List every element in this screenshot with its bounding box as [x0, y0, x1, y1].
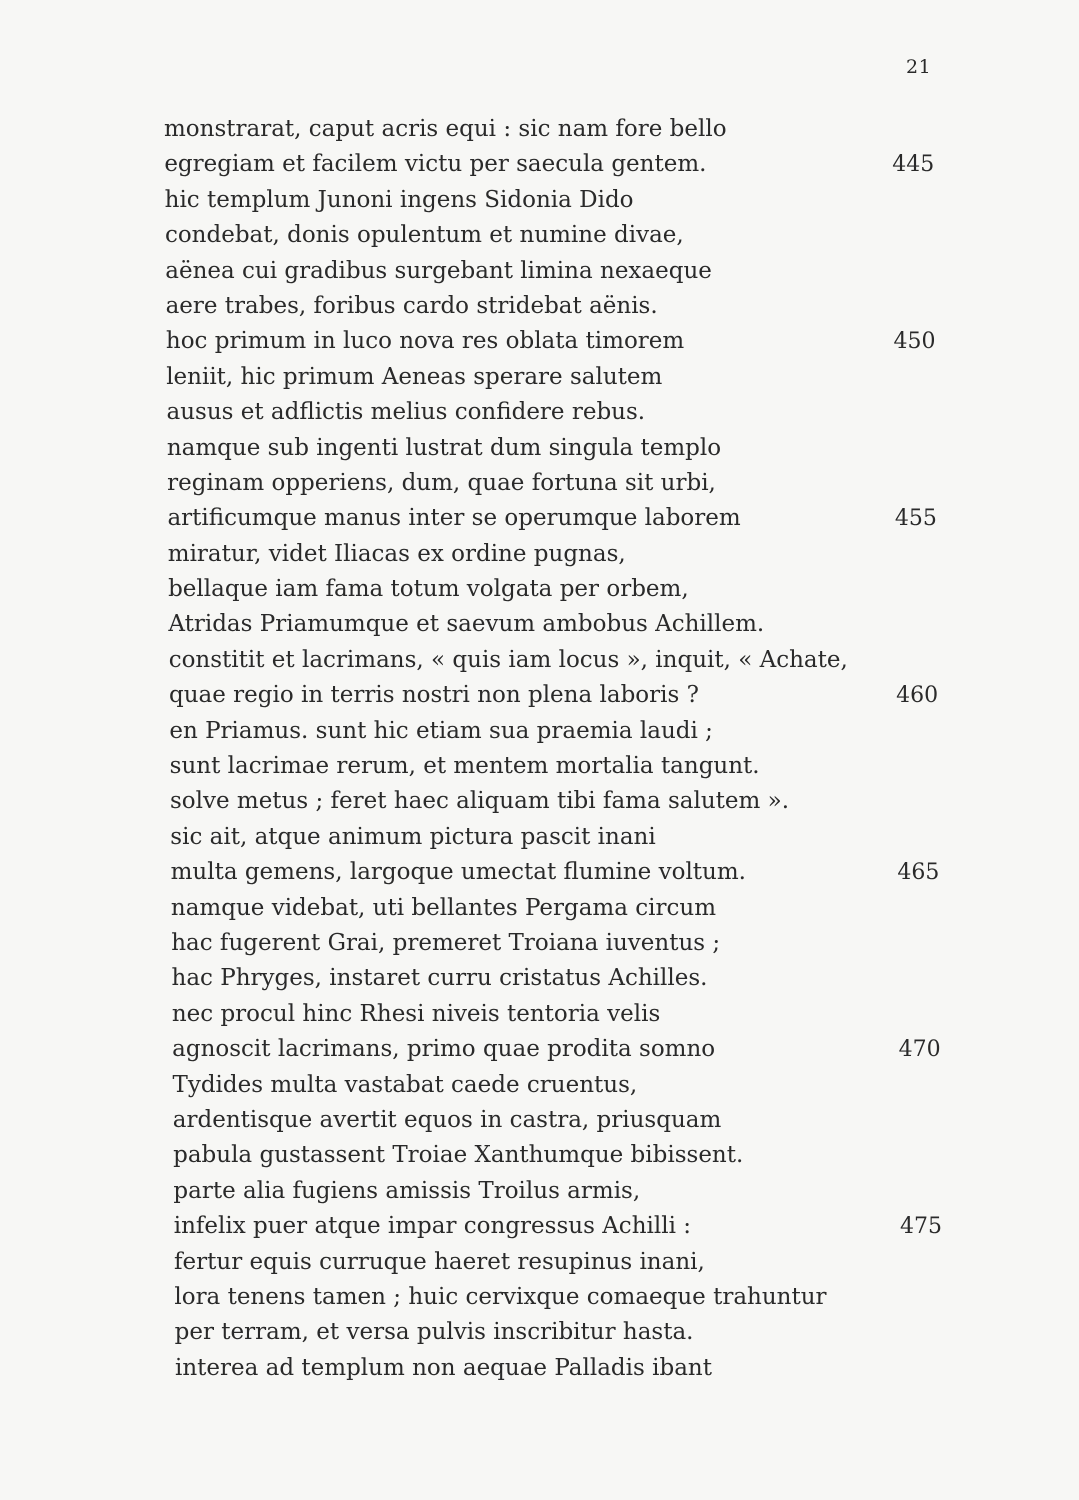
verse-line	[0, 289, 1079, 324]
verse-text: reginam opperiens, dum, quae fortuna sit urbi,	[167, 469, 716, 496]
verse-line	[0, 891, 1079, 926]
verse-line	[0, 820, 1079, 855]
verse-text: condebat, donis opulentum et numine divae,	[164, 222, 684, 249]
verse-text: ardentisque avertit equos in castra, priusquam	[172, 1106, 722, 1133]
verse-line	[0, 1174, 1079, 1209]
verse-line	[0, 1351, 1079, 1386]
verse-text: multa gemens, largoque umectat flumine voltum.	[170, 859, 746, 886]
verse-line	[0, 1209, 1079, 1244]
verse-text: en Priamus. sunt hic etiam sua praemia laudi ;	[169, 717, 713, 744]
verse-text: monstrarat, caput acris equi : sic nam fore bello	[164, 116, 727, 142]
verse-line	[0, 537, 1079, 572]
verse-line	[0, 395, 1079, 430]
verse-text: sunt lacrimae rerum, et mentem mortalia tangunt.	[169, 753, 760, 780]
verse-line	[0, 1032, 1079, 1067]
verse-line	[0, 714, 1079, 749]
verse-text: artificumque manus inter se operumque laborem	[167, 505, 741, 532]
line-number: 460	[896, 683, 939, 709]
verse-line	[0, 218, 1079, 253]
line-number: 475	[899, 1214, 942, 1240]
verse-text: aere trabes, foribus cardo stridebat aënis.	[165, 292, 658, 319]
line-number: 470	[898, 1037, 941, 1063]
verse-text: namque sub ingenti lustrat dum singula templo	[166, 434, 722, 461]
verse-text: lora tenens tamen ; huic cervixque comaeque trahuntur	[174, 1283, 827, 1310]
verse-line	[0, 501, 1079, 536]
verse-line	[0, 147, 1079, 182]
verse-line	[0, 254, 1079, 289]
verse-text: parte alia fugiens amissis Troilus armis,	[173, 1177, 641, 1204]
verse-line	[0, 1138, 1079, 1173]
line-number: 445	[892, 152, 935, 178]
verse-text: bellaque iam fama totum volgata per orbem,	[168, 576, 689, 603]
line-number: 455	[894, 506, 937, 532]
verse-text: sic ait, atque animum pictura pascit inani	[170, 823, 656, 850]
verse-line	[0, 926, 1079, 961]
verse-text: pabula gustassent Troiae Xanthumque bibissent.	[173, 1142, 744, 1169]
verse-text: solve metus ; feret haec aliquam tibi fama salutem ».	[169, 788, 790, 815]
verse-text: egregiam et facilem victu per saecula gentem.	[164, 151, 707, 178]
verse-line	[0, 466, 1079, 501]
verse-line	[0, 1315, 1079, 1350]
verse-text: hoc primum in luco nova res oblata timorem	[165, 328, 685, 355]
verse-line	[0, 572, 1079, 607]
verse-line	[0, 324, 1079, 359]
verse-line	[0, 607, 1079, 642]
verse-line	[0, 1280, 1079, 1315]
verse-text: interea ad templum non aequae Palladis ibant	[175, 1354, 712, 1381]
verse-line	[0, 855, 1079, 890]
page-number: 21	[906, 56, 932, 78]
verse-text: constitit et lacrimans, « quis iam locus », inquit, « Achate,	[168, 646, 848, 673]
verse-text: aënea cui gradibus surgebant limina nexaeque	[165, 257, 712, 284]
verse-line	[0, 1068, 1079, 1103]
verse-text: per terram, et versa pulvis inscribitur hasta.	[174, 1319, 694, 1346]
verse-line	[0, 643, 1079, 678]
verse-text: agnoscit lacrimans, primo quae prodita somno	[172, 1036, 716, 1063]
verse-line	[0, 1103, 1079, 1138]
verse-block	[0, 112, 1079, 1386]
verse-text: Tydides multa vastabat caede cruentus,	[172, 1071, 638, 1098]
verse-text: Atridas Priamumque et saevum ambobus Achillem.	[168, 611, 765, 638]
verse-line	[0, 784, 1079, 819]
verse-line	[0, 1245, 1079, 1280]
verse-line	[0, 678, 1079, 713]
verse-line	[0, 997, 1079, 1032]
verse-line	[0, 961, 1079, 996]
line-number: 465	[897, 860, 940, 886]
verse-text: namque videbat, uti bellantes Pergama circum	[170, 894, 716, 921]
verse-text: hac Phryges, instaret curru cristatus Achilles.	[171, 965, 708, 992]
verse-text: nec procul hinc Rhesi niveis tentoria velis	[171, 1000, 661, 1027]
verse-line	[0, 360, 1079, 395]
verse-text: ausus et adflictis melius confidere rebus.	[166, 399, 646, 426]
verse-text: miratur, videt Iliacas ex ordine pugnas,	[167, 540, 626, 567]
verse-text: quae regio in terris nostri non plena laboris ?	[169, 682, 699, 709]
verse-text: leniit, hic primum Aeneas sperare salutem	[166, 363, 663, 390]
verse-line	[0, 431, 1079, 466]
verse-line	[0, 112, 1079, 147]
verse-text: hac fugerent Grai, premeret Troiana iuventus ;	[171, 929, 721, 956]
verse-line	[0, 183, 1079, 218]
verse-line	[0, 749, 1079, 784]
verse-text: infelix puer atque impar congressus Achilli :	[173, 1213, 691, 1240]
verse-text: hic templum Junoni ingens Sidonia Dido	[164, 186, 634, 213]
line-number: 450	[893, 329, 936, 355]
verse-text: fertur equis curruque haeret resupinus inani,	[174, 1248, 705, 1275]
